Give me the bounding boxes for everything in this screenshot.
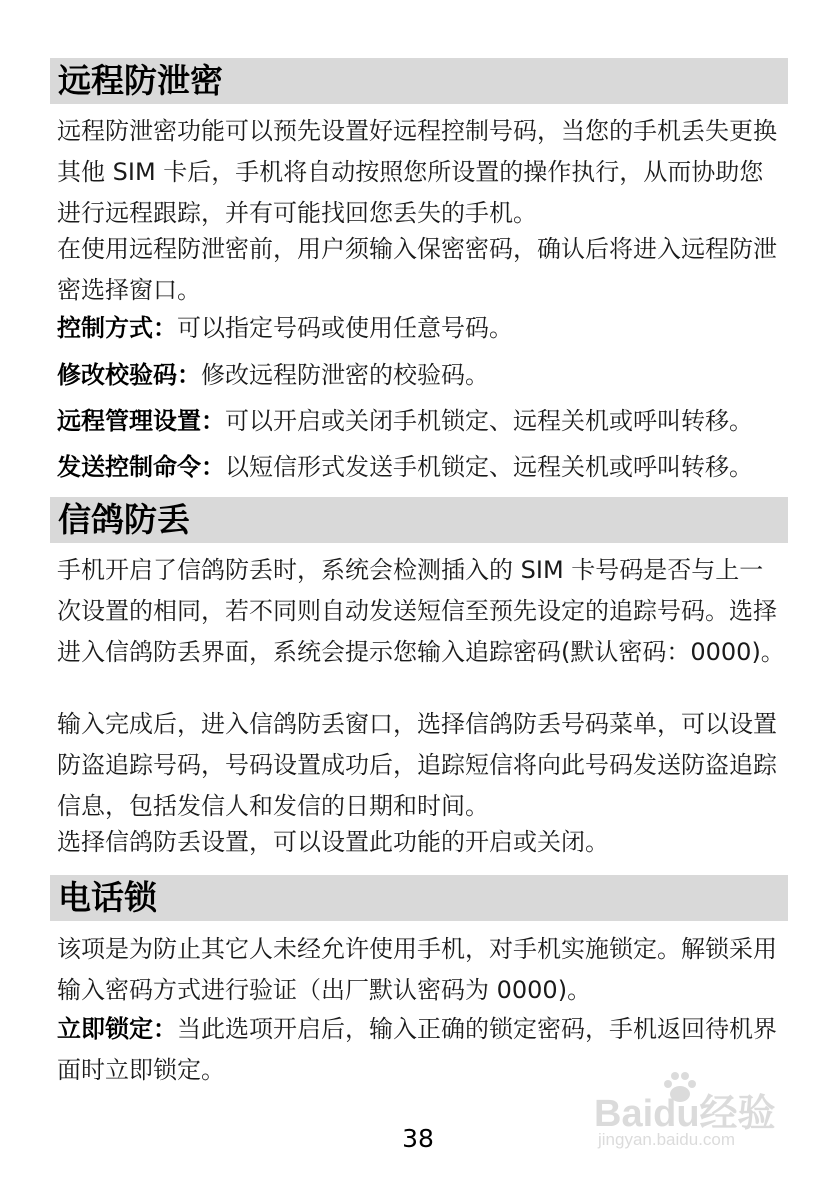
section-header-phone-lock	[50, 875, 788, 921]
paragraph-instant-lock: 立即锁定：当此选项开启后，输入正确的锁定密码，手机返回待机界面时立即锁定。	[57, 1015, 777, 1084]
term-label: 立即锁定：	[57, 1015, 177, 1043]
page-number: 38	[402, 1124, 434, 1153]
term-label: 远程管理设置：	[57, 407, 225, 435]
section-header-remote-antileak	[50, 58, 788, 104]
paragraph-modify-checkcode: 修改校验码：修改远程防泄密的校验码。	[57, 361, 489, 389]
paragraph: 输入完成后，进入信鸽防丢窗口，选择信鸽防丢号码菜单，可以设置防盗追踪号码，号码设置成功后，追踪短信将向此号码发送防盗追踪信息，包括发信人和发信的日期和时间。	[57, 710, 777, 820]
section-title: 远程防泄密	[58, 61, 223, 100]
watermark-url: jingyan.baidu.com	[598, 1130, 736, 1149]
term-label: 发送控制命令：	[57, 453, 225, 481]
term-label: 控制方式：	[57, 314, 177, 342]
paragraph: 选择信鸽防丢设置，可以设置此功能的开启或关闭。	[57, 828, 609, 856]
section-title: 电话锁	[58, 878, 157, 917]
section-title: 信鸽防丢	[58, 500, 190, 539]
paragraph: 手机开启了信鸽防丢时，系统会检测插入的 SIM 卡号码是否与上一次设置的相同，若不同则自动发送短信至预先设定的追踪号码。选择进入信鸽防丢界面，系统会提示您输入追踪密码(默认密码：0000)。	[57, 556, 785, 666]
paragraph-remote-management: 远程管理设置：可以开启或关闭手机锁定、远程关机或呼叫转移。	[57, 407, 753, 435]
paragraph-send-command: 发送控制命令：以短信形式发送手机锁定、远程关机或呼叫转移。	[57, 453, 753, 481]
paragraph-control-mode: 控制方式：可以指定号码或使用任意号码。	[57, 314, 513, 342]
paragraph: 在使用远程防泄密前，用户须输入保密密码，确认后将进入远程防泄密选择窗口。	[57, 235, 777, 304]
paragraph: 该项是为防止其它人未经允许使用手机，对手机实施锁定。解锁采用输入密码方式进行验证（出厂默认密码为 0000)。	[57, 935, 777, 1004]
paragraph: 远程防泄密功能可以预先设置好远程控制号码，当您的手机丢失更换其他 SIM 卡后，手机将自动按照您所设置的操作执行，从而协助您进行远程跟踪，并有可能找回您丢失的手机。	[57, 117, 777, 227]
watermark-logo: Baidu经验	[594, 1093, 776, 1135]
section-header-pigeon-antiloss	[50, 497, 788, 543]
term-label: 修改校验码：	[57, 361, 201, 389]
